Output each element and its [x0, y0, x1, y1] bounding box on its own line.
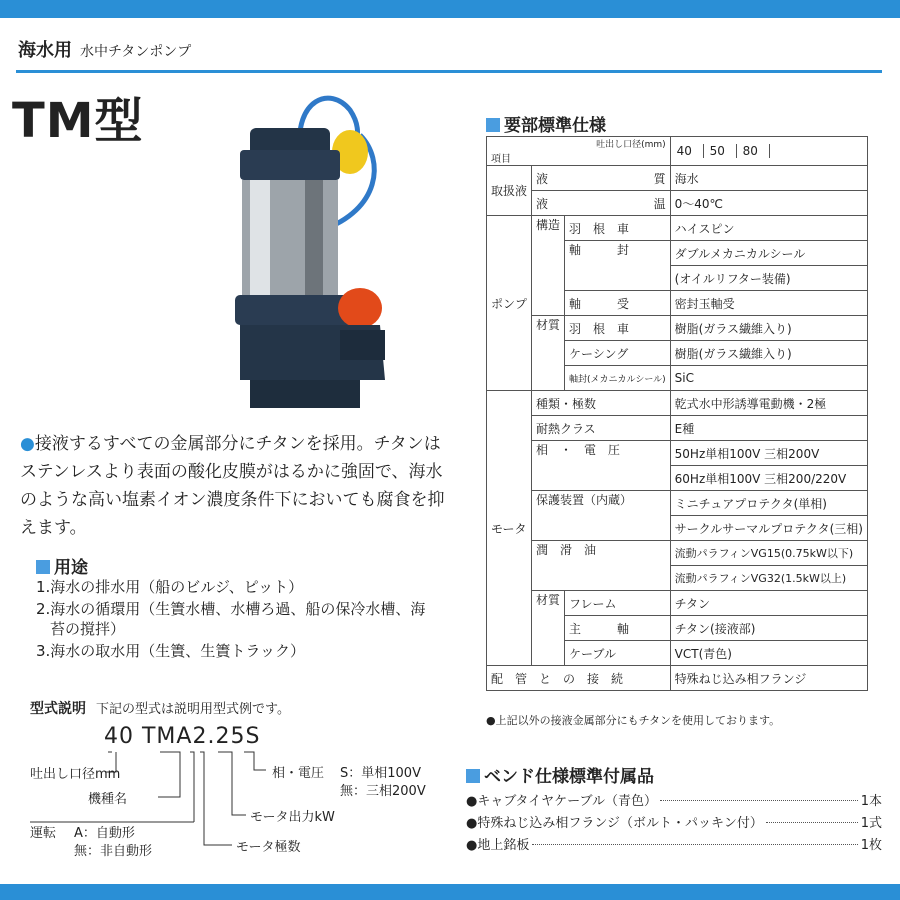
size-80: 80: [737, 144, 770, 158]
casing-label: ケーシング: [565, 341, 671, 366]
use-item: 3.海水の取水用（生簀、生簀トラック）: [36, 642, 306, 660]
cable-val: VCT(青色): [670, 641, 867, 666]
bend-item-qty: 1枚: [860, 838, 882, 853]
cable-label: ケーブル: [565, 641, 671, 666]
shaftseal-val2: (オイルリフター装備): [670, 266, 867, 291]
phase-label: 相・電圧: [272, 766, 325, 781]
pump-label: ポンプ: [487, 216, 532, 391]
mat-imp-val: 樹脂(ガラス繊維入り): [670, 316, 867, 341]
type-label: 種類・極数: [532, 391, 671, 416]
mat2-label: 材質: [532, 591, 565, 666]
liq-q: 液: [536, 171, 549, 186]
item-header: 項目: [491, 154, 511, 165]
phase-val2: 60Hz単相100V 三相200/220V: [670, 466, 867, 491]
piping-val: 特殊ねじ込み相フランジ: [670, 666, 867, 691]
spec-title-text: 要部標準仕様: [504, 116, 606, 136]
liq-q-val: 海水: [670, 166, 867, 191]
protect-val1: ミニチュアプロテクタ(単相): [670, 491, 867, 516]
bend-title: [466, 762, 654, 787]
model-caption: 下記の型式は説明用型式例です。: [96, 702, 290, 717]
bend-item: [466, 834, 882, 856]
model-title: 型式説明: [30, 701, 86, 717]
impeller-label: 羽 根 車: [565, 216, 671, 241]
model-code: 40 TMA2.25S: [104, 724, 261, 749]
op-none-label: 無：非自動形: [74, 844, 153, 859]
size-50: 50: [704, 144, 737, 158]
bend-list: [466, 790, 882, 856]
subcategory-label: 水中チタンポンプ: [80, 44, 192, 60]
product-title: TM型: [12, 93, 144, 149]
bend-item-qty: 1式: [860, 816, 882, 831]
shaftseal-label: 軸 封: [565, 241, 671, 291]
spec-title: [486, 111, 606, 136]
mainshaft-val: チタン(接液部): [670, 616, 867, 641]
seal-label: 軸封(メカニカルシール): [565, 366, 671, 391]
material-label: 材質: [532, 316, 565, 391]
oil-label: 潤 滑 油: [532, 541, 671, 591]
size-40: 40: [671, 144, 704, 158]
struct-label: 構造: [532, 216, 565, 316]
op-a-label: A：自動形: [74, 826, 135, 841]
oil-val2: 流動パラフィンVG32(1.5kW以上): [670, 566, 867, 591]
bend-item: [466, 812, 882, 834]
spec-note: ●上記以外の接液金属部分にもチタンを使用しております。: [486, 714, 781, 727]
bend-item-name: ●特殊ねじ込み相フランジ（ボルト・パッキン付）: [466, 816, 763, 831]
motor-label: モータ: [487, 391, 532, 666]
protect-label: 保護装置（内蔵）: [532, 491, 671, 541]
category-label: 海水用: [18, 40, 72, 61]
piping-label: 配 管 と の 接 続: [487, 666, 671, 691]
poles-label: モータ極数: [236, 840, 301, 855]
use-item: 2.海水の循環用（生簀水槽、水槽ろ過、船の保冷水槽、海: [36, 600, 426, 618]
use-item: 1.海水の排水用（船のビルジ、ピット）: [36, 578, 304, 596]
phase-spec-label: 相 ・ 電 圧: [532, 441, 671, 491]
op-label: 運転: [30, 826, 57, 841]
seal-val: SiC: [670, 366, 867, 391]
none-label: 無：三相200V: [340, 784, 426, 799]
bend-item: [466, 790, 882, 812]
frame-val: チタン: [670, 591, 867, 616]
s-label: S：単相100V: [340, 766, 421, 781]
liq-t: 液: [536, 196, 549, 211]
bend-item-name: ●キャブタイヤケーブル（青色）: [466, 794, 658, 809]
heat-val: E種: [670, 416, 867, 441]
description-text: 接液するすべての金属部分にチタンを採用。チタンはステンレスより表面の酸化皮膜がはるかに強固で、海水のような高い塩素イオン濃度条件下においても腐食を抑えます。: [20, 434, 445, 538]
bend-item-qty: 1本: [860, 794, 882, 809]
shaftseal-val: ダブルメカニカルシール: [670, 241, 867, 266]
bend-item-name: ●地上銘板: [466, 838, 530, 853]
bottom-bar: [0, 884, 900, 900]
uses-title-text: 用途: [54, 558, 88, 578]
mainshaft-label: 主 軸: [565, 616, 671, 641]
casing-val: 樹脂(ガラス繊維入り): [670, 341, 867, 366]
bend-title-text: ベンド仕様標準付属品: [484, 767, 654, 787]
impeller-val: ハイスピン: [670, 216, 867, 241]
use-item: 苔の撹拌）: [50, 620, 126, 638]
phase-val1: 50Hz単相100V 三相200V: [670, 441, 867, 466]
mat-imp-label: 羽 根 車: [565, 316, 671, 341]
liq-q2: 質: [653, 171, 666, 186]
liq-t-val: 0～40℃: [670, 191, 867, 216]
frame-label: フレーム: [565, 591, 671, 616]
heat-label: 耐熱クラス: [532, 416, 671, 441]
bore-header: 吐出し口径(mm): [596, 140, 666, 150]
liq-t2: 温: [653, 196, 666, 211]
bearing-val: 密封玉軸受: [670, 291, 867, 316]
bearing-label: 軸 受: [565, 291, 671, 316]
liquid-label: 取扱液: [487, 166, 532, 216]
oil-val1: 流動パラフィンVG15(0.75kW以下): [670, 541, 867, 566]
spec-table: [486, 136, 868, 691]
output-label: モータ出力kW: [250, 810, 335, 825]
description: ●接液するすべての金属部分にチタンを採用。チタンはステンレスより表面の酸化皮膜がはるかに強固で、海水のような高い塩素イオン濃度条件下においても腐食を抑えます。: [20, 434, 445, 538]
name-label: 機種名: [88, 792, 128, 807]
bore-label: 吐出し口径mm: [30, 767, 121, 782]
protect-val2: サークルサーマルプロテクタ(三相): [670, 516, 867, 541]
type-val: 乾式水中形誘導電動機・2極: [670, 391, 867, 416]
